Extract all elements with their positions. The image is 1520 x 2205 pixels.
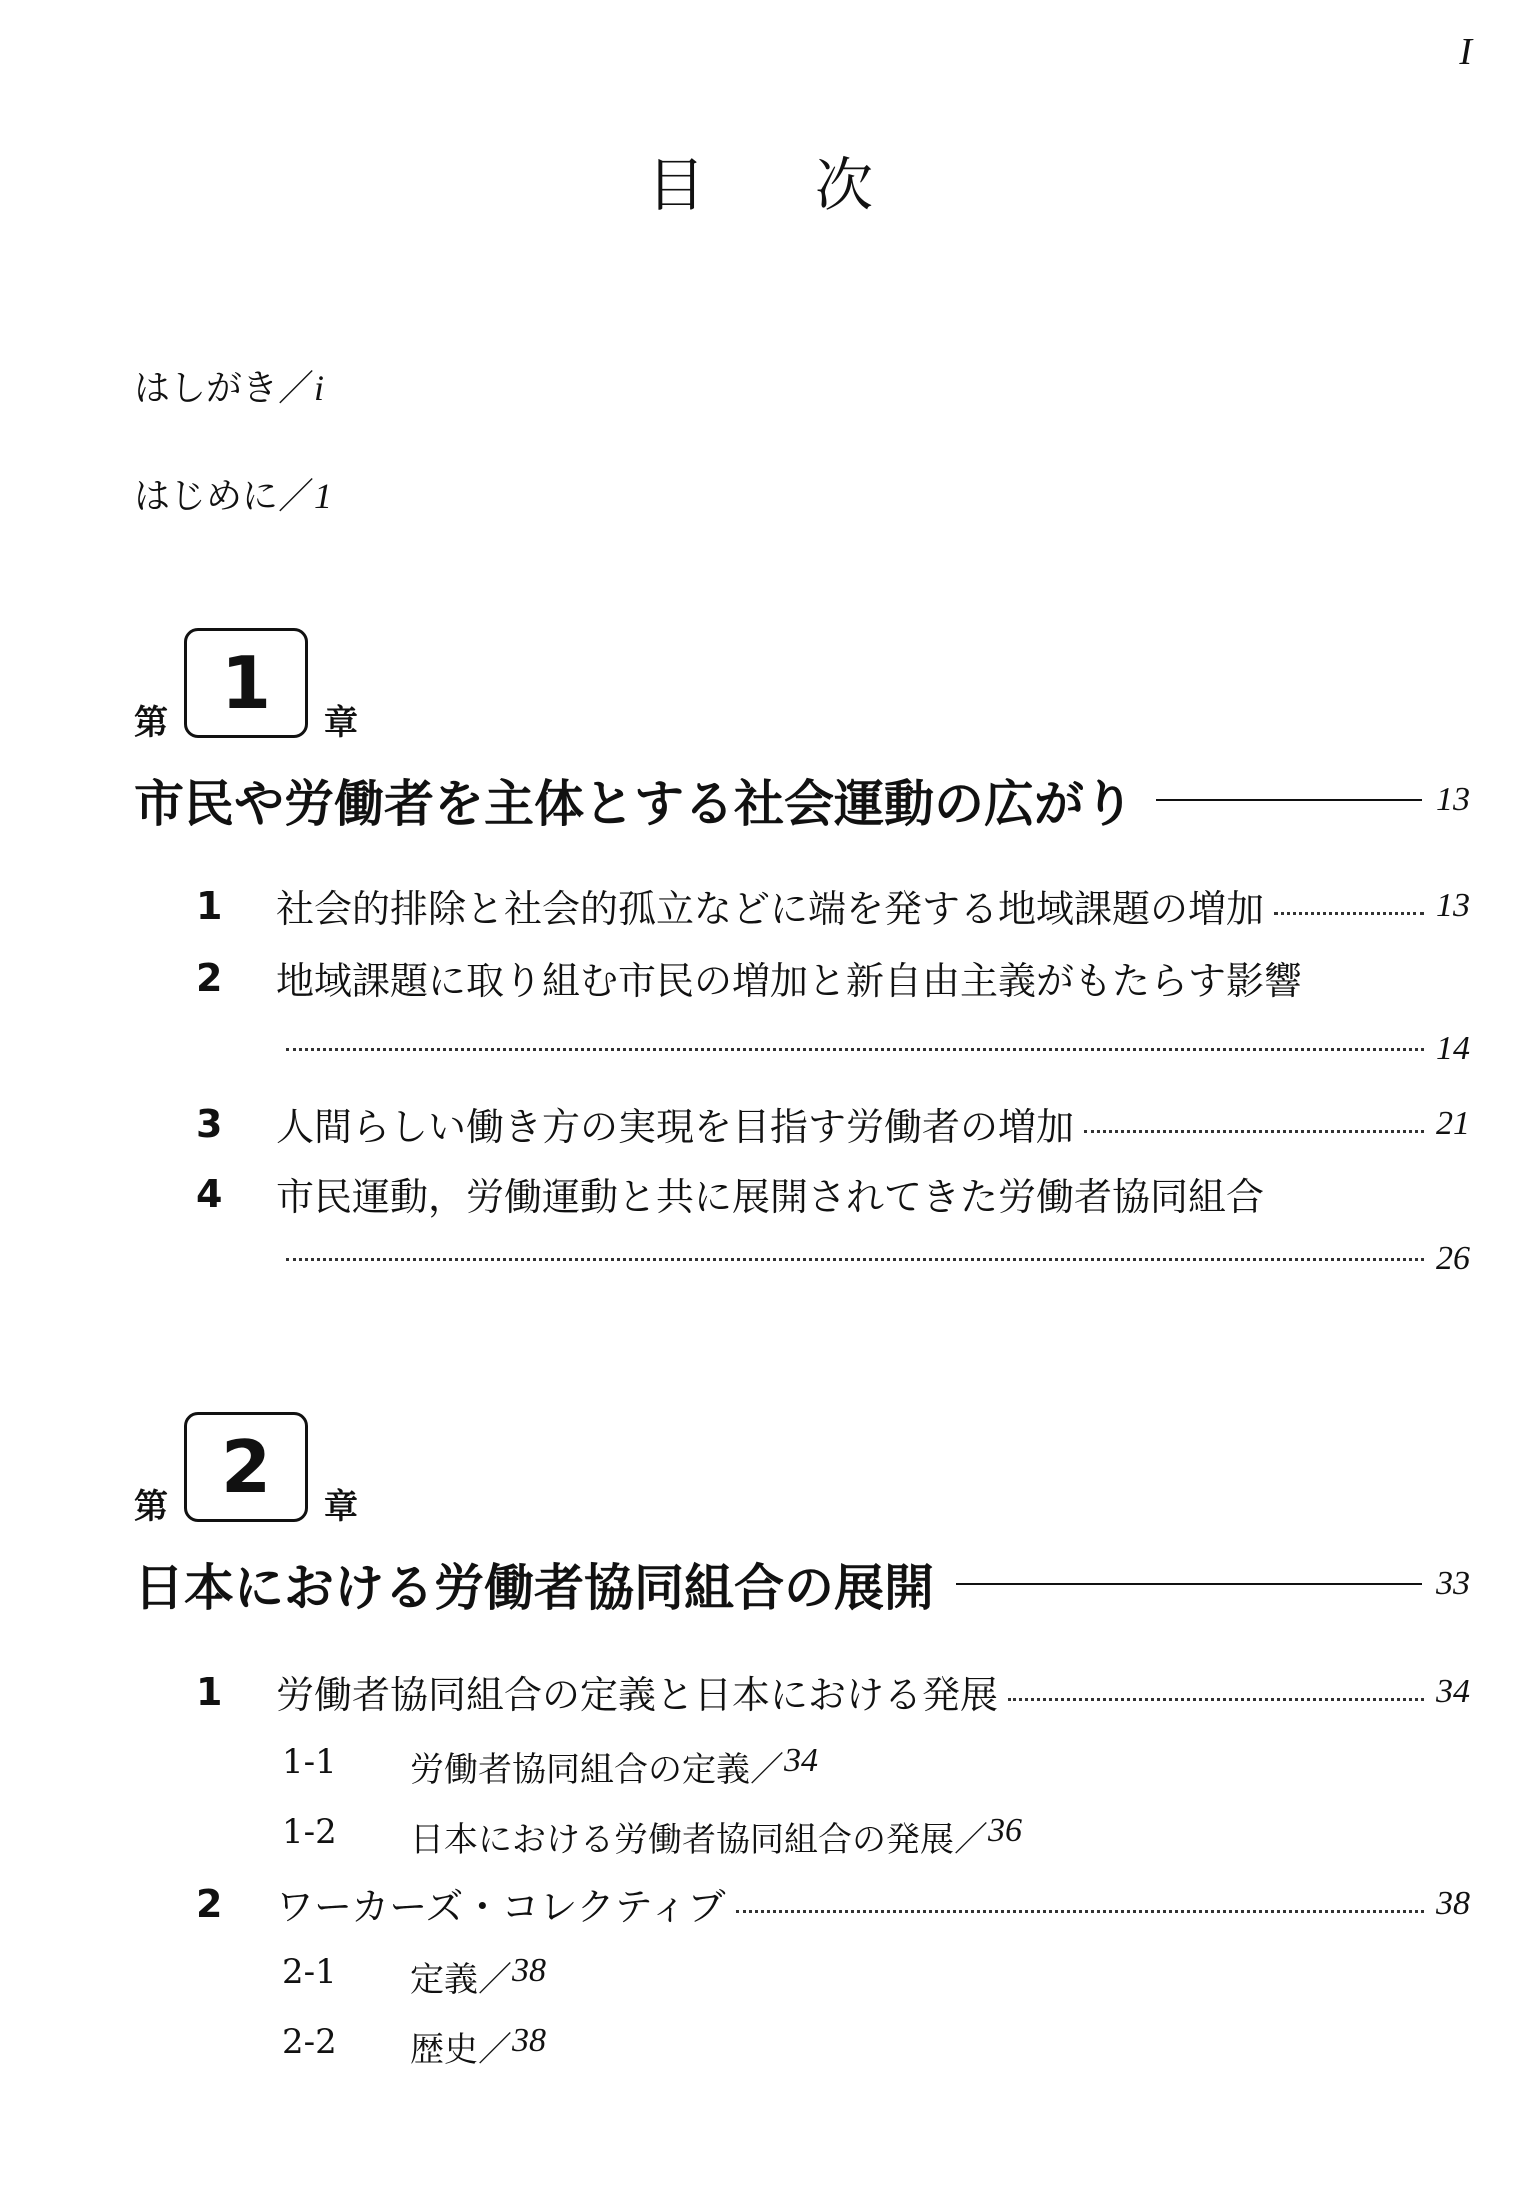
- entry-label: はしがき: [134, 368, 279, 409]
- chapter-2-heading: [134, 1412, 434, 1532]
- chapter-2-title-entry[interactable]: [134, 1548, 1470, 1620]
- subsection-entry[interactable]: 1-1 労働者協同組合の定義 ／ 34: [282, 1742, 818, 1790]
- section-title: 地域課題に取り組む市民の増加と新自由主義がもたらす影響: [276, 959, 1303, 1003]
- subsection-title: 労働者協同組合の定義: [410, 1750, 750, 1790]
- leader-dots: [1084, 1130, 1424, 1133]
- subsection-number: 1-2: [282, 1812, 337, 1852]
- section-entry[interactable]: [196, 878, 1470, 933]
- subsection-number: 2-1: [282, 1952, 337, 1992]
- entry-separator: ／: [278, 368, 315, 409]
- chapter-prefix: 第: [134, 703, 168, 743]
- section-page: 21: [1436, 1104, 1470, 1142]
- section-number: 3: [196, 1101, 223, 1146]
- subsection-entry[interactable]: 2-1 定義 ／ 38: [282, 1952, 546, 2000]
- section-title: 労働者協同組合の定義と日本における発展: [276, 1673, 999, 1717]
- section-entry[interactable]: [196, 1664, 1470, 1719]
- chapter-title: 日本における労働者協同組合の展開: [134, 1559, 934, 1617]
- leader-dots: [736, 1910, 1424, 1913]
- section-entry[interactable]: [196, 1166, 1470, 1221]
- leader-dots: [286, 1048, 1424, 1051]
- chapter-suffix: 章: [324, 703, 358, 743]
- section-page: 26: [1436, 1240, 1470, 1277]
- leader-dots: [1274, 912, 1424, 915]
- section-number: 1: [196, 1669, 223, 1714]
- chapter-number-box: 2: [184, 1412, 308, 1522]
- toc-entry-preface[interactable]: [134, 360, 324, 411]
- leader-rule: [1156, 799, 1422, 801]
- page-number: I: [1459, 31, 1472, 73]
- subsection-page: 34: [784, 1742, 818, 1779]
- chapter-suffix: 章: [324, 1487, 358, 1527]
- section-number: 2: [196, 1881, 223, 1926]
- leader-rule: [956, 1583, 1422, 1585]
- entry-separator: ／: [278, 476, 315, 517]
- entry-page: i: [314, 368, 325, 408]
- page-title: 目次: [646, 151, 983, 219]
- subsection-number: 2-2: [282, 2022, 337, 2062]
- section-number: 4: [196, 1171, 223, 1216]
- section-title: 社会的排除と社会的孤立などに端を発する地域課題の増加: [276, 887, 1265, 931]
- subsection-number: 1-1: [282, 1742, 337, 1782]
- entry-page: 1: [314, 476, 333, 516]
- chapter-page: 13: [1436, 781, 1470, 818]
- subsection-title: 歴史: [410, 2030, 478, 2070]
- section-number: 1: [196, 883, 223, 928]
- toc-entry-introduction[interactable]: [134, 468, 332, 519]
- section-page: 13: [1436, 886, 1470, 924]
- leader-dots: [1008, 1698, 1424, 1701]
- subsection-title: 日本における労働者協同組合の発展: [410, 1820, 954, 1860]
- chapter-title: 市民や労働者を主体とする社会運動の広がり: [134, 775, 1134, 833]
- subsection-entry[interactable]: 2-2 歴史 ／ 38: [282, 2022, 546, 2070]
- section-entry[interactable]: [196, 950, 1470, 1005]
- subsection-entry[interactable]: 1-2 日本における労働者協同組合の発展 ／ 36: [282, 1812, 1022, 1860]
- subsection-page: 38: [512, 2022, 546, 2059]
- section-leader-line: [286, 1030, 1470, 1068]
- section-title: ワーカーズ・コレクティブ: [276, 1885, 726, 1929]
- chapter-1-heading: [134, 628, 434, 748]
- chapter-1-title-entry[interactable]: [134, 764, 1470, 836]
- chapter-page: 33: [1436, 1565, 1470, 1602]
- section-leader-line: [286, 1240, 1470, 1278]
- subsection-title: 定義: [410, 1960, 478, 2000]
- subsection-page: 38: [512, 1952, 546, 1989]
- leader-dots: [286, 1258, 1424, 1261]
- section-title: 人間らしい働き方の実現を目指す労働者の増加: [276, 1105, 1075, 1149]
- section-entry[interactable]: [196, 1876, 1470, 1931]
- section-title: 市民運動，労働運動と共に展開されてきた労働者協同組合: [276, 1175, 1265, 1219]
- section-page: 38: [1436, 1884, 1470, 1922]
- subsection-page: 36: [988, 1812, 1022, 1849]
- section-page: 14: [1436, 1030, 1470, 1067]
- chapter-prefix: 第: [134, 1487, 168, 1527]
- section-entry[interactable]: [196, 1096, 1470, 1151]
- chapter-number-box: 1: [184, 628, 308, 738]
- section-number: 2: [196, 955, 223, 1000]
- entry-label: はじめに: [134, 476, 279, 517]
- section-page: 34: [1436, 1672, 1470, 1710]
